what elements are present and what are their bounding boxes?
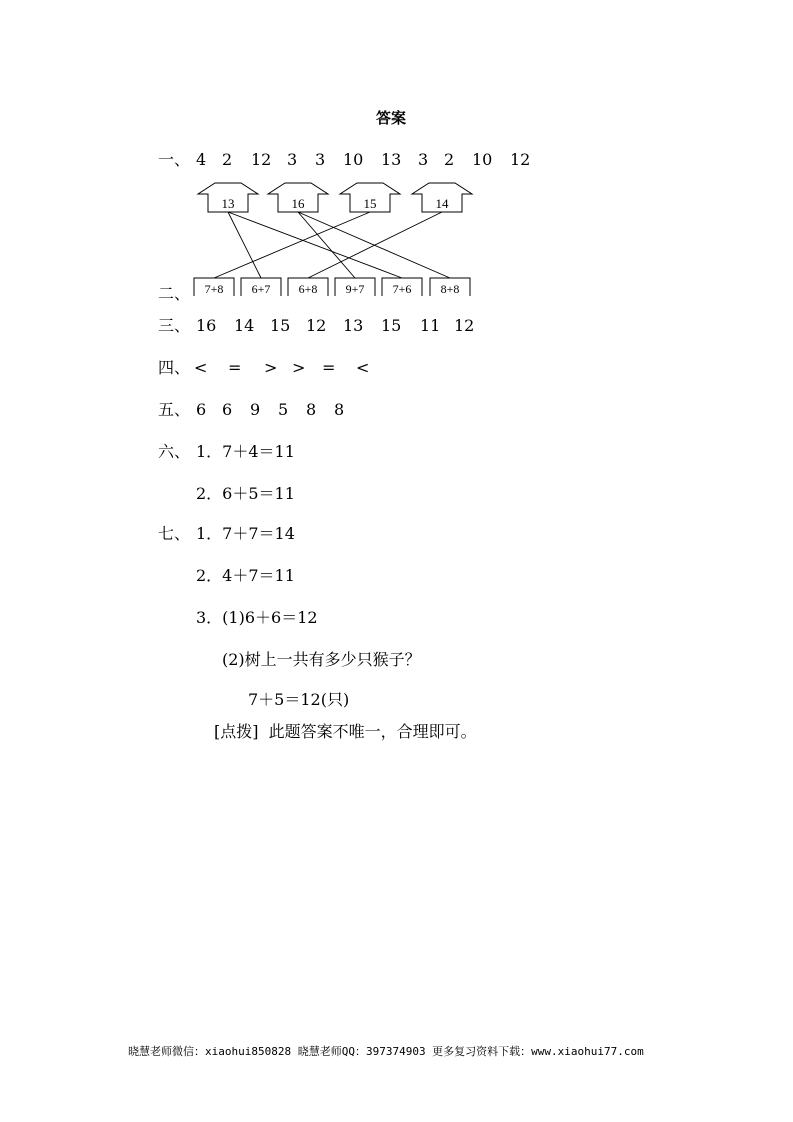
q6-label: 六、 (158, 442, 191, 461)
q5-label: 五、 (158, 400, 191, 419)
expression-text: 7+6 (392, 282, 412, 296)
q5-answer: 6 (222, 400, 233, 419)
expression-text: 6+8 (298, 282, 318, 296)
q5-answer: 8 (334, 400, 345, 419)
expression-text: 9+7 (345, 282, 365, 296)
q1-answer: 3 (287, 150, 298, 169)
q5-answer: 8 (306, 400, 317, 419)
q6-item-2: 2．6＋5＝11 (196, 484, 295, 503)
q5-answer: 6 (196, 400, 207, 419)
q1-answer: 2 (444, 150, 455, 169)
q7-tip: [点拨] 此题答案不唯一，合理即可。 (214, 722, 477, 741)
q4-label: 四、 (158, 358, 191, 377)
house-number: 16 (291, 196, 305, 211)
footer-note: 晓慧老师微信：xiaohui850828 晓慧老师QQ：397374903 更多复习资料下载：www.xiaohui77.com (128, 1045, 644, 1058)
house-number: 14 (435, 196, 449, 211)
q6-item-1: 1．7＋4＝11 (196, 442, 295, 461)
q3-answer: 15 (270, 316, 291, 335)
q4-answer: < (194, 358, 208, 377)
q1-answer: 12 (510, 150, 531, 169)
q3-answer: 16 (196, 316, 217, 335)
q1-answer: 2 (222, 150, 233, 169)
q3-answer: 14 (234, 316, 255, 335)
q5-answer: 5 (278, 400, 289, 419)
q3-answer: 15 (381, 316, 402, 335)
q2-label: 二、 (158, 284, 191, 303)
q4-answer: = (228, 358, 242, 377)
q7-item-3-equation: 7＋5＝12(只) (248, 690, 350, 709)
q1-answer: 3 (315, 150, 326, 169)
q1-label: 一、 (158, 150, 191, 169)
q4-answer: > (264, 358, 278, 377)
q7-item-1: 1．7＋7＝14 (196, 524, 295, 543)
q5-answer: 9 (250, 400, 261, 419)
q1-answer: 13 (381, 150, 402, 169)
q1-answer: 4 (196, 150, 207, 169)
q1-answer: 3 (418, 150, 429, 169)
q3-answer: 12 (306, 316, 327, 335)
q2-matching-diagram (190, 178, 490, 300)
q7-item-2: 2．4＋7＝11 (196, 566, 295, 585)
q4-answer: = (322, 358, 336, 377)
q7-label: 七、 (158, 524, 191, 543)
expression-text: 8+8 (440, 282, 460, 296)
expression-text: 7+8 (204, 282, 224, 296)
q3-answer: 12 (454, 316, 475, 335)
q3-label: 三、 (158, 316, 191, 335)
house-number: 15 (363, 196, 377, 211)
q1-answer: 12 (251, 150, 272, 169)
house-number: 13 (221, 196, 235, 211)
q3-answer: 13 (343, 316, 364, 335)
q1-answer: 10 (343, 150, 364, 169)
q4-answer: > (292, 358, 306, 377)
page-title: 答案 (376, 109, 407, 127)
q7-item-3: 3．(1)6＋6＝12 (196, 608, 318, 627)
q3-answer: 11 (420, 316, 441, 335)
q7-item-3-question: (2)树上一共有多少只猴子？ (222, 650, 421, 669)
q1-answer: 10 (472, 150, 493, 169)
match-line (228, 212, 261, 278)
expression-text: 6+7 (251, 282, 271, 296)
q4-answer: < (356, 358, 370, 377)
